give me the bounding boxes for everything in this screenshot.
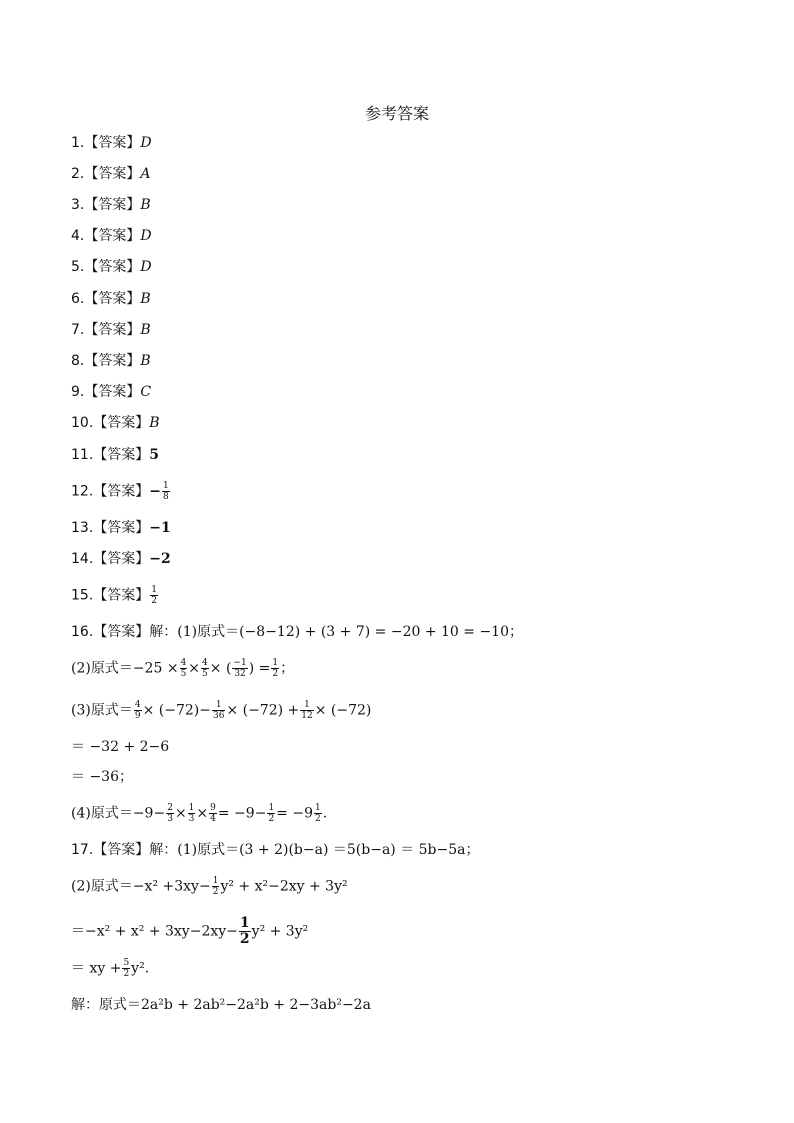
answer-4: 4.【答案】D: [71, 228, 152, 244]
answer-17-last: 解：原式＝2a²b + 2ab²−2a²b + 2−3ab²−2a: [71, 997, 371, 1013]
answer-9: 9.【答案】C: [71, 384, 152, 400]
answer-2: 2.【答案】A: [71, 166, 151, 182]
answer-17-part1: 17.【答案】解：(1)原式＝(3 + 2)(b−a) ＝5(b−a) ＝ 5b−5a；: [71, 842, 480, 858]
answer-6: 6.【答案】B: [71, 291, 151, 307]
answer-5: 5.【答案】D: [71, 259, 152, 275]
answer-16-part3-step3: ＝ −36；: [71, 769, 133, 785]
answer-7: 7.【答案】B: [71, 322, 151, 338]
answer-16-part1: 16.【答案】解：(1)原式＝(−8−12) + (3 + 7) = −20 + 10 = −10；: [71, 624, 523, 640]
answer-11: 11.【答案】5: [71, 447, 160, 463]
fraction: $\frac{1}{8}$: [163, 481, 169, 502]
answer-15: 15.【答案】 $\frac{1}{2}$: [71, 585, 157, 606]
answer-17-part2: (2)原式＝−x² +3xy− $\frac{1}{2}$ y² + x²−2xy + 3y²: [71, 876, 348, 897]
answer-8: 8.【答案】B: [71, 353, 151, 369]
answer-16-part3-step2: ＝ −32 + 2−6: [71, 739, 170, 755]
page-title: 参考答案: [364, 104, 429, 123]
answer-3: 3.【答案】B: [71, 197, 151, 213]
fraction: $\frac{1}{2}$: [151, 585, 157, 606]
answer-14: 14.【答案】−2: [71, 551, 171, 567]
answer-10: 10.【答案】B: [71, 415, 160, 431]
answer-1: 1.【答案】D: [71, 135, 152, 151]
answer-16-part4: (4)原式＝−9− $\frac{2}{3}$ × $\frac{1}{3}$ × $\frac{9}{4}$ = −9− $\frac{1}{2}$ = −9 $\frac{1}{2}$ .: [71, 803, 328, 824]
answer-16-part3: (3)原式＝ $\frac{4}{9}$ × (−72)− $\frac{1}{36}$ × (−72) + $\frac{1}{12}$ × (−72): [71, 700, 372, 721]
answer-12: 12.【答案】− $\frac{1}{8}$: [71, 481, 169, 502]
answer-13: 13.【答案】−1: [71, 520, 171, 536]
answer-16-part2: (2)原式＝−25 × $\frac{4}{5}$ × $\frac{4}{5}$ × ( $\frac{-1}{32}$ ) = $\frac{1}{2}$ ；: [71, 658, 295, 679]
answer-17-part2-step2: ＝−x² + x² + 3xy−2xy− $\frac{1}{2}$ y² + 3y²: [71, 915, 309, 947]
answer-17-part2-step3: ＝ xy + $\frac{5}{2}$ y².: [71, 958, 150, 979]
